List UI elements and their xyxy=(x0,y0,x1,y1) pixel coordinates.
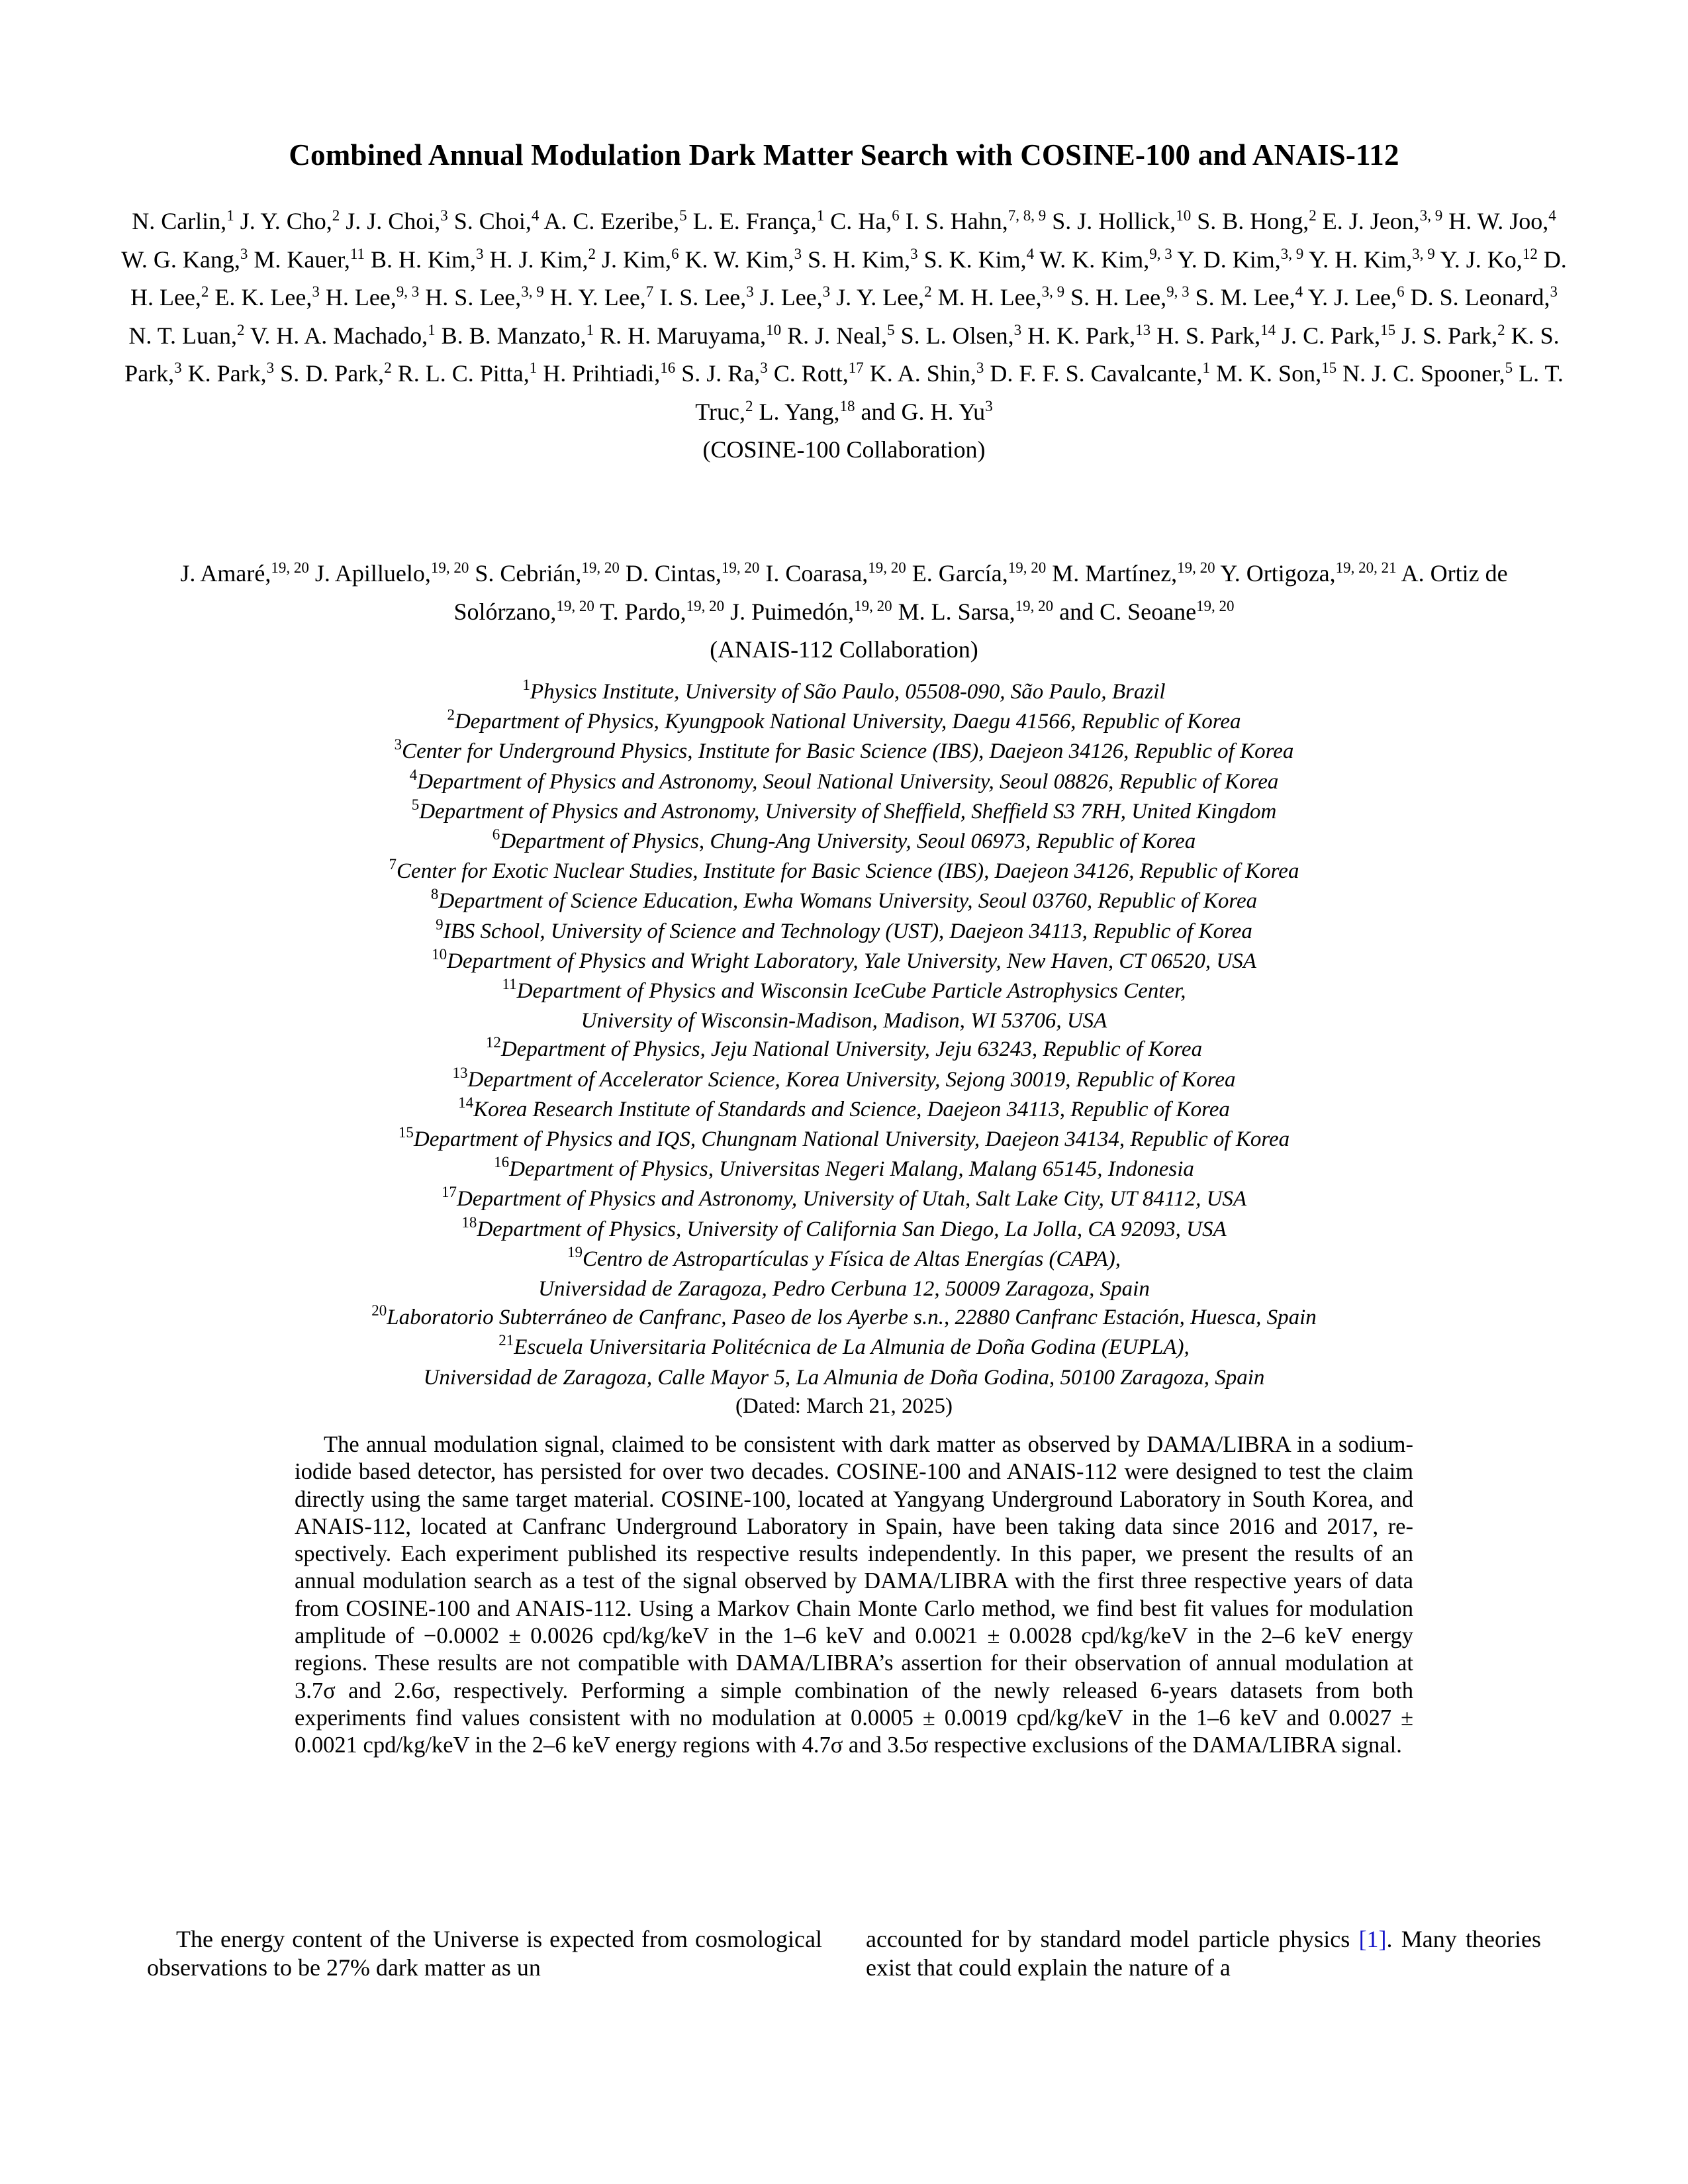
affiliation-marker: 6 xyxy=(1397,283,1405,300)
affiliation: $^{15}$Department of Physics and IQS, Chungnam National University, Daejeon 34134, Republic of Korea xyxy=(398,1124,1290,1152)
affiliation-marker: 3 xyxy=(1013,321,1022,338)
body-text: . Many theories exist that could explain the nature of a xyxy=(866,1926,1542,1981)
affiliation-marker: 13 xyxy=(1135,321,1151,338)
affiliation-marker: 1 xyxy=(529,359,538,376)
affiliation-continuation: Universidad de Zaragoza, Pedro Cerbuna 12, 50009 Zaragoza, Spain xyxy=(538,1277,1150,1302)
author-name: Y. Ortigoza,$^{19, 20, 21}$ xyxy=(1220,559,1397,587)
affiliation-marker: 2 xyxy=(332,207,340,224)
author-name: M. Martínez,$^{19, 20}$ xyxy=(1052,559,1215,587)
affiliation-marker: 19, 20 xyxy=(1196,597,1235,614)
affiliation-marker: 19, 20 xyxy=(430,559,469,576)
affiliation: $^{19}$Centro de Astropartículas y Física de Altas Energías (CAPA), xyxy=(567,1243,1121,1271)
author-name: L. T. Truc,$^2$ xyxy=(695,360,1564,425)
affiliation-number: 14 xyxy=(458,1094,474,1111)
affiliation-marker: 3 xyxy=(476,245,484,262)
author-name: V. H. A. Machado,$^1$ xyxy=(250,321,436,349)
affiliation-marker: 15 xyxy=(1380,321,1396,338)
affiliation-marker: 2 xyxy=(201,283,209,300)
affiliation-marker: 18 xyxy=(839,397,855,414)
author-name: I. S. Hahn,$^{7, 8, 9}$ xyxy=(905,207,1047,234)
affiliation-number: 7 xyxy=(389,856,397,873)
abstract: The annual modulation signal, claimed to be consistent with dark matter as observed by DAMA/LIBRA in a sodium-iodide based detector, has persisted for over two decades. COSINE-100 and ANAIS-112 were designed to test the claim directly using the same target material. COSINE-100, located at Yangyang Underground Laboratory in South Korea, and ANAIS-112, located at Canfranc Underground Laboratory in Spain, have been taking data since 2016 and 2017, respectively. Each experiment published its respective results independently. In this paper, we present the results of an annual modulation search as a test of the signal observed by DAMA/LIBRA with the first three respective years of data from COSINE-100 and ANAIS-112. Using a Markov Chain Monte Carlo method, we find best fit values for modulation amplitude of −0.0002 ± 0.0026 cpd/kg/keV in the 1–6 keV and 0.0021 ± 0.0028 cpd/kg/keV in the 2–6 keV energy regions. These results are not compatible with DAMA/LIBRA’s assertion for their observation of annual modulation at 3.7σ and 2.6σ, respectively. Performing a simple combination of the newly released 6-years datasets from both experiments find values consistent with no modulation at 0.0005 ± 0.0019 cpd/kg/keV in the 1–6 keV and 0.0027 ± 0.0021 cpd/kg/keV in the 2–6 keV energy regions with 4.7σ and 3.5σ respective exclusions of the DAMA/LIBRA signal. xyxy=(295,1432,1413,1758)
affiliation-marker: 3 xyxy=(440,207,448,224)
affiliation-marker: 2 xyxy=(384,359,392,376)
affiliation: $^1$Physics Institute, University of São Paulo, 05508-090, São Paulo, Brazil xyxy=(522,677,1166,704)
affiliation-marker: 3 xyxy=(312,283,320,300)
affiliation-marker: 1 xyxy=(1202,359,1211,376)
author-name: J. J. Choi,$^3$ xyxy=(346,207,448,234)
author-name: I. Coarasa,$^{19, 20}$ xyxy=(765,559,906,587)
affiliation-number: 1 xyxy=(522,677,530,693)
author-name: J. Puimedón,$^{19, 20}$ xyxy=(730,597,892,625)
collaboration-label: (ANAIS-112 Collaboration) xyxy=(710,636,978,663)
affiliation-marker: 3 xyxy=(976,359,984,376)
body-text: accounted for by standard model particle physics xyxy=(866,1926,1359,1952)
author-name: S. H. Kim,$^3$ xyxy=(808,245,918,273)
affiliation-number: 6 xyxy=(492,826,500,843)
affiliation-marker: 3, 9 xyxy=(1280,245,1304,262)
body-paragraph: The energy content of the Universe is expected from cosmological observations to be 27% dark matter as un xyxy=(147,1926,822,1981)
affiliation-marker: 19, 20 xyxy=(271,559,309,576)
affiliation-marker: 10 xyxy=(766,321,782,338)
author-name: C. Ha,$^6$ xyxy=(830,207,900,234)
author-name: H. K. Park,$^{13}$ xyxy=(1027,321,1151,349)
affiliation-marker: 19, 20 xyxy=(581,559,620,576)
author-name: H. S. Lee,$^{3, 9}$ xyxy=(425,283,544,310)
author-name: H. W. Joo,$^4$ xyxy=(1448,207,1556,234)
body-column-left xyxy=(147,1925,822,1982)
affiliation-marker: 6 xyxy=(671,245,679,262)
author-name: T. Pardo,$^{19, 20}$ xyxy=(600,597,725,625)
cosine-author-list xyxy=(119,204,1569,467)
author-name: S. H. Lee,$^{9, 3}$ xyxy=(1070,283,1190,310)
affiliation: $^{18}$Department of Physics, University of California San Diego, La Jolla, CA 92093, USA xyxy=(461,1213,1227,1241)
author-name: E. García,$^{19, 20}$ xyxy=(912,559,1047,587)
affiliation-marker: 19, 20 xyxy=(686,597,725,614)
affiliation-marker: 3, 9 xyxy=(521,283,544,300)
affiliation-marker: 4 xyxy=(531,207,539,224)
body-paragraph xyxy=(866,1925,1541,1982)
affiliation-marker: 11 xyxy=(350,245,365,262)
affiliation-marker: 19, 20 xyxy=(1015,597,1054,614)
author-name: L. Yang,$^{18}$ xyxy=(759,397,855,425)
affiliation-number: 9 xyxy=(436,916,444,933)
author-name: M. H. Lee,$^{3, 9}$ xyxy=(937,283,1065,310)
affiliation: $^8$Department of Science Education, Ewha Womans University, Seoul 03760, Republic of Korea xyxy=(430,886,1258,914)
author-name: D. H. Lee,$^2$ xyxy=(130,246,1567,310)
affiliation-marker: 19, 20 xyxy=(1008,559,1047,576)
author-name: Y. J. Ko,$^{12}$ xyxy=(1440,245,1538,273)
author-name: B. B. Manzato,$^1$ xyxy=(441,321,594,349)
citation-link[interactable]: [1] xyxy=(1358,1926,1387,1952)
author-name: Y. H. Kim,$^{3, 9}$ xyxy=(1308,245,1435,273)
author-name: E. J. Jeon,$^{3, 9}$ xyxy=(1322,207,1443,234)
author-name: K. Park,$^3$ xyxy=(187,359,275,387)
author-name: H. J. Kim,$^2$ xyxy=(489,245,596,273)
affiliation-number: 15 xyxy=(398,1124,414,1141)
affiliation-marker: 5 xyxy=(679,207,687,224)
affiliation-marker: 1 xyxy=(586,321,594,338)
affiliation-marker: 3 xyxy=(1550,283,1558,300)
author-name: S. K. Kim,$^4$ xyxy=(923,245,1035,273)
affiliation-number: 20 xyxy=(371,1302,387,1319)
affiliation-marker: 3, 9 xyxy=(1412,245,1435,262)
affiliation-marker: 3, 9 xyxy=(1419,207,1443,224)
affiliation-continuation: Universidad de Zaragoza, Calle Mayor 5, La Almunia de Doña Godina, 50100 Zaragoza, Spain xyxy=(423,1365,1265,1390)
affiliation-number: 17 xyxy=(441,1184,457,1201)
affiliation-marker: 5 xyxy=(1505,359,1513,376)
affiliation: $^5$Department of Physics and Astronomy, University of Sheffield, Sheffield S3 7RH, United Kingdom xyxy=(411,796,1277,824)
author-name: S. Choi,$^4$ xyxy=(453,207,539,234)
author-name: C. Rott,$^{17}$ xyxy=(773,359,864,387)
author-name: R. L. C. Pitta,$^1$ xyxy=(397,359,538,387)
affiliation-number: 21 xyxy=(498,1332,514,1349)
author-name: J. C. Park,$^{15}$ xyxy=(1282,321,1396,349)
author-name: K. W. Kim,$^3$ xyxy=(684,245,802,273)
author-name: S. Cebrián,$^{19, 20}$ xyxy=(475,559,620,587)
affiliation-marker: 2 xyxy=(1309,207,1317,224)
affiliation-number: 12 xyxy=(485,1034,501,1051)
author-name: R. H. Maruyama,$^{10}$ xyxy=(600,321,782,349)
author-name: D. Cintas,$^{19, 20}$ xyxy=(625,559,760,587)
author-name: J. Y. Cho,$^2$ xyxy=(240,207,340,234)
affiliation-marker: 2 xyxy=(924,283,932,300)
affiliation-marker: 2 xyxy=(236,321,245,338)
affiliation-marker: 3 xyxy=(760,359,768,376)
affiliation: $^{16}$Department of Physics, Universitas Negeri Malang, Malang 65145, Indonesia xyxy=(494,1154,1194,1182)
affiliation-number: 5 xyxy=(411,796,420,813)
author-name: H. Prihtiadi,$^{16}$ xyxy=(543,359,676,387)
author-name: W. K. Kim,$^{9, 3}$ xyxy=(1039,245,1172,273)
affiliation-number: 4 xyxy=(409,766,418,783)
author-name: K. S. Park,$^3$ xyxy=(124,322,1560,387)
affiliation: $^{21}$Escuela Universitaria Politécnica de La Almunia de Doña Godina (EUPLA), xyxy=(498,1332,1190,1360)
author-name: M. K. Son,$^{15}$ xyxy=(1216,359,1337,387)
affiliation: $^{11}$Department of Physics and Wisconsin IceCube Particle Astrophysics Center, xyxy=(502,976,1186,1004)
author-name: S. M. Lee,$^4$ xyxy=(1195,283,1303,310)
affiliation-marker: 3 xyxy=(985,397,993,414)
affiliation: $^{10}$Department of Physics and Wright Laboratory, Yale University, New Haven, CT 06520, USA xyxy=(432,945,1256,973)
author-name: E. K. Lee,$^3$ xyxy=(214,283,320,310)
affiliation-number: 18 xyxy=(461,1213,477,1231)
affiliation-marker: 9, 3 xyxy=(1149,245,1172,262)
affiliation: $^3$Center for Underground Physics, Institute for Basic Science (IBS), Daejeon 34126, Republic of Korea xyxy=(394,736,1294,764)
affiliation-marker: 1 xyxy=(816,207,825,224)
author-name: H. S. Park,$^{14}$ xyxy=(1156,321,1276,349)
author-name: J. Amaré,$^{19, 20}$ xyxy=(180,559,309,587)
affiliation-marker: 2 xyxy=(745,397,753,414)
affiliation-marker: 12 xyxy=(1522,245,1538,262)
affiliation-marker: 4 xyxy=(1295,283,1303,300)
author-name: A. C. Ezeribe,$^5$ xyxy=(543,207,687,234)
author-name: M. Kauer,$^{11}$ xyxy=(254,245,365,273)
affiliation-marker: 3 xyxy=(822,283,831,300)
author-name: J. Kim,$^6$ xyxy=(602,245,679,273)
author-name: J. Apilluelo,$^{19, 20}$ xyxy=(314,559,469,587)
affiliation-marker: 19, 20 xyxy=(556,597,594,614)
author-name: H. Y. Lee,$^7$ xyxy=(549,283,654,310)
author-name: Y. D. Kim,$^{3, 9}$ xyxy=(1177,245,1304,273)
affiliation-marker: 15 xyxy=(1321,359,1337,376)
author-name: N. Carlin,$^1$ xyxy=(132,207,234,234)
author-name: Y. J. Lee,$^6$ xyxy=(1307,283,1405,310)
body-column-right xyxy=(866,1925,1541,1982)
affiliation: $^{20}$Laboratorio Subterráneo de Canfranc, Paseo de los Ayerbe s.n., 22880 Canfranc Estación, Huesca, Spain xyxy=(371,1302,1317,1330)
author-name: D. S. Leonard,$^3$ xyxy=(1410,283,1558,310)
affiliation-number: 2 xyxy=(447,706,455,724)
affiliation-marker: 2 xyxy=(588,245,596,262)
author-name: J. Y. Lee,$^2$ xyxy=(836,283,932,310)
affiliation-marker: 3 xyxy=(794,245,802,262)
affiliation: $^7$Center for Exotic Nuclear Studies, Institute for Basic Science (IBS), Daejeon 34126, Republic of Korea xyxy=(389,856,1299,884)
affiliation-marker: 3 xyxy=(240,245,248,262)
affiliation-marker: 3 xyxy=(174,359,182,376)
author-name: A. Ortiz de Solórzano,$^{19, 20}$ xyxy=(453,560,1508,625)
author-name: N. J. C. Spooner,$^5$ xyxy=(1342,359,1513,387)
body-columns xyxy=(147,1925,1541,1982)
affiliation-marker: 19, 20 xyxy=(1177,559,1215,576)
affiliation-number: 8 xyxy=(430,886,439,903)
affiliation-list xyxy=(132,678,1556,1421)
affiliation-marker: 6 xyxy=(892,207,900,224)
affiliation-number: 16 xyxy=(494,1154,510,1171)
author-name: S. L. Olsen,$^3$ xyxy=(900,321,1022,349)
author-name: K. A. Shin,$^3$ xyxy=(869,359,984,387)
author-name: S. B. Hong,$^2$ xyxy=(1197,207,1317,234)
author-name: S. D. Park,$^2$ xyxy=(280,359,392,387)
author-name: N. T. Luan,$^2$ xyxy=(128,321,245,349)
affiliation-continuation: University of Wisconsin-Madison, Madison, WI 53706, USA xyxy=(581,1009,1107,1033)
affiliation-marker: 14 xyxy=(1260,321,1276,338)
affiliation-marker: 3 xyxy=(746,283,754,300)
affiliation-marker: 19, 20 xyxy=(721,559,760,576)
author-name: I. S. Lee,$^3$ xyxy=(659,283,754,310)
collaboration-label: (COSINE-100 Collaboration) xyxy=(702,436,986,463)
affiliation: $^6$Department of Physics, Chung-Ang University, Seoul 06973, Republic of Korea xyxy=(492,826,1196,854)
affiliation-marker: 1 xyxy=(428,321,436,338)
affiliation-number: 3 xyxy=(394,736,402,753)
affiliation: $^{12}$Department of Physics, Jeju National University, Jeju 63243, Republic of Korea xyxy=(485,1034,1203,1062)
affiliation: $^2$Department of Physics, Kyungpook National University, Daegu 41566, Republic of Korea xyxy=(447,706,1241,734)
affiliation-marker: 7, 8, 9 xyxy=(1008,207,1047,224)
author-name: B. H. Kim,$^3$ xyxy=(371,245,484,273)
author-name: S. J. Hollick,$^{10}$ xyxy=(1052,207,1192,234)
author-name: W. G. Kang,$^3$ xyxy=(121,245,248,273)
affiliation-marker: 3, 9 xyxy=(1041,283,1065,300)
affiliation-marker: 9, 3 xyxy=(396,283,420,300)
affiliation: $^{13}$Department of Accelerator Science, Korea University, Sejong 30019, Republic of Korea xyxy=(452,1064,1236,1092)
affiliation-marker: 16 xyxy=(660,359,676,376)
affiliation-marker: 17 xyxy=(848,359,864,376)
affiliation-marker: 10 xyxy=(1176,207,1192,224)
author-name: and G. H. Yu$^3$ xyxy=(861,397,993,425)
affiliation-marker: 7 xyxy=(645,283,654,300)
affiliation: $^9$IBS School, University of Science and Technology (UST), Daejeon 34113, Republic of Korea xyxy=(436,916,1252,943)
dated-line: (Dated: March 21, 2025) xyxy=(735,1394,953,1418)
author-name: R. J. Neal,$^5$ xyxy=(787,321,895,349)
author-name: J. S. Park,$^2$ xyxy=(1401,321,1505,349)
anais-author-list xyxy=(119,556,1569,667)
affiliation-number: 13 xyxy=(452,1064,468,1081)
affiliation-marker: 1 xyxy=(226,207,234,224)
affiliation-marker: 4 xyxy=(1026,245,1035,262)
affiliation-marker: 19, 20 xyxy=(854,597,892,614)
author-name: M. L. Sarsa,$^{19, 20}$ xyxy=(898,597,1054,625)
affiliation-marker: 3 xyxy=(910,245,918,262)
affiliation-number: 11 xyxy=(502,976,517,993)
affiliation-marker: 4 xyxy=(1548,207,1556,224)
affiliation-marker: 19, 20, 21 xyxy=(1335,559,1397,576)
author-name: H. Lee,$^{9, 3}$ xyxy=(325,283,420,310)
affiliation-marker: 19, 20 xyxy=(868,559,906,576)
affiliation: $^{14}$Korea Research Institute of Standards and Science, Daejeon 34113, Republic of Korea xyxy=(458,1094,1230,1121)
author-name: J. Lee,$^3$ xyxy=(759,283,831,310)
affiliation-number: 19 xyxy=(567,1243,583,1260)
paper-title: Combined Annual Modulation Dark Matter Search with COSINE-100 and ANAIS-112 xyxy=(289,138,1399,171)
affiliation-marker: 5 xyxy=(887,321,895,338)
affiliation: $^{17}$Department of Physics and Astronomy, University of Utah, Salt Lake City, UT 84112, USA xyxy=(441,1184,1247,1211)
affiliation-number: 10 xyxy=(432,945,447,963)
affiliation-marker: 9, 3 xyxy=(1166,283,1190,300)
affiliation: $^4$Department of Physics and Astronomy, Seoul National University, Seoul 08826, Republic of Korea xyxy=(409,766,1279,794)
author-name: D. F. F. S. Cavalcante,$^1$ xyxy=(990,359,1211,387)
author-name: L. E. França,$^1$ xyxy=(692,207,825,234)
affiliation-marker: 3 xyxy=(266,359,275,376)
affiliation-marker: 2 xyxy=(1497,321,1505,338)
author-name: S. J. Ra,$^3$ xyxy=(681,359,768,387)
author-name: and C. Seoane$^{19, 20}$ xyxy=(1059,597,1235,625)
